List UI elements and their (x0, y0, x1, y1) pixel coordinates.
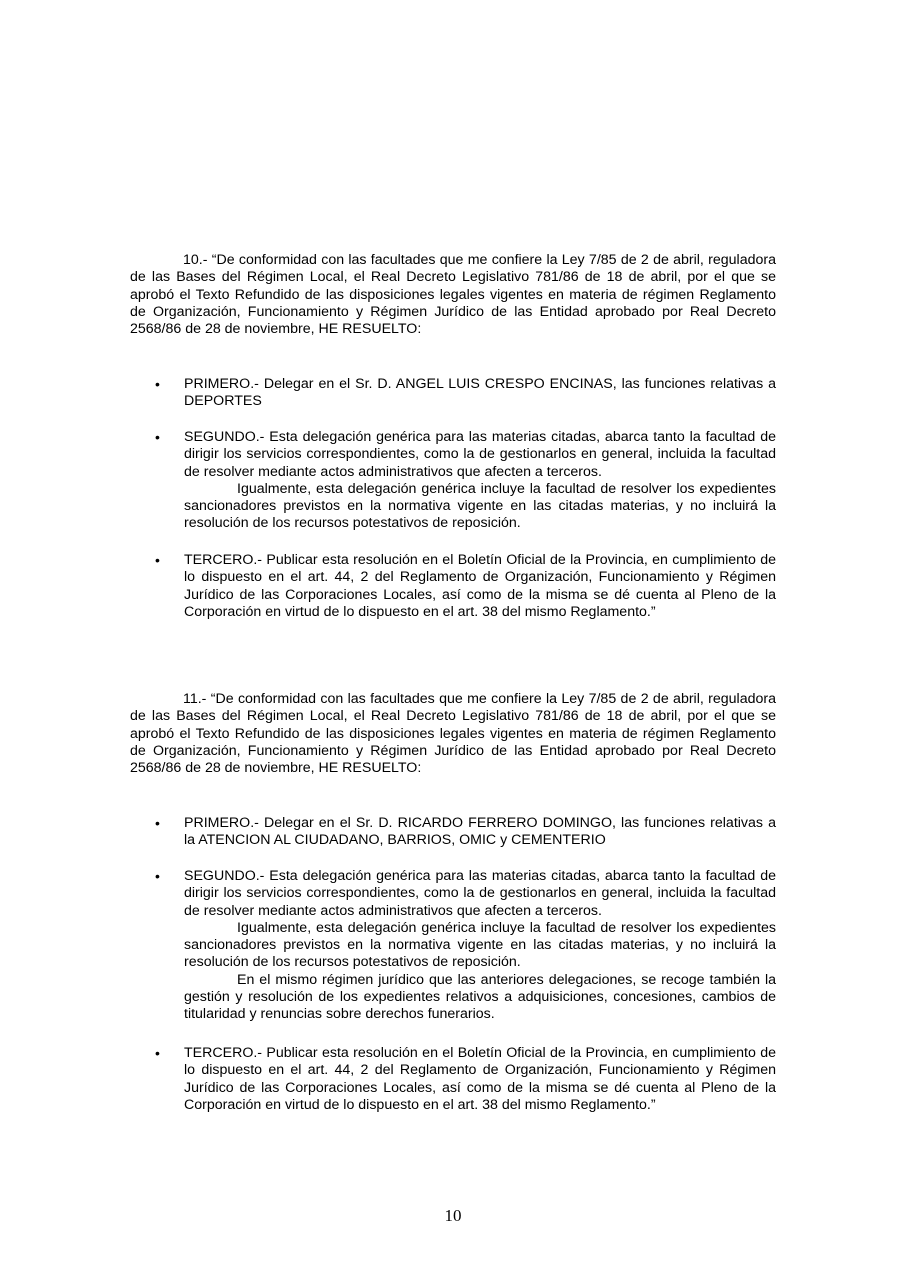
resolution-10 (130, 252, 776, 338)
resolution-11-items (130, 815, 776, 850)
resolution-11-intro: 11.- “De conformidad con las facultades que me confiere la Ley 7/85 de 2 de abril, reguladora de las Bases del Régimen Local, el Real Decreto Legislativo 781/86 de 18 de abril, por el que se aprobó el Texto Refundido de las disposiciones legales vigentes en materia de régimen Reglamento de Organización, Funcionamiento y Régimen Jurídico de las Entidad aprobado por Real Decreto 2568/86 de 28 de noviembre, HE RESUELTO: (130, 691, 776, 777)
resolution-10-segundo-extra: Igualmente, esta delegación genérica incluye la facultad de resolver los expedientes sancionadores previstos en la normativa vigente en las citadas materias, y no incluirá la resolución de los recursos potestativos de reposición. (184, 480, 776, 532)
resolution-10-segundo-block (130, 429, 776, 533)
resolution-10-tercero-block (130, 552, 776, 621)
resolution-10-tercero: • TERCERO.- Publicar esta resolución en el Boletín Oficial de la Provincia, en cumplimiento de lo dispuesto en el art. 44, 2 del Reglamento de Organización, Funcionamiento y Régimen Jurídico de las Corporaciones Locales, así como de la misma se dé cuenta al Pleno de la Corporación en virtud de lo dispuesto en el art. 38 del mismo Reglamento.” (130, 552, 776, 621)
resolution-10-segundo: • SEGUNDO.- Esta delegación genérica para las materias citadas, abarca tanto la facultad de dirigir los servicios correspondientes, como la de gestionarlos en general, incluida la facultad de resolver mediante actos administrativos que afecten a terceros. Igualmente, esta delegación genérica incluye la facultad de resolver los expedientes sancionadores previstos en la normativa vigente en las citadas materias, y no incluirá la resolución de los recursos potestativos de reposición. (130, 429, 776, 533)
resolution-11-tercero-block (130, 1045, 776, 1114)
resolution-10-primero: • PRIMERO.- Delegar en el Sr. D. ANGEL LUIS CRESPO ENCINAS, las funciones relativas a DEPORTES (130, 376, 776, 411)
resolution-10-intro: 10.- “De conformidad con las facultades que me confiere la Ley 7/85 de 2 de abril, reguladora de las Bases del Régimen Local, el Real Decreto Legislativo 781/86 de 18 de abril, por el que se aprobó el Texto Refundido de las disposiciones legales vigentes en materia de régimen Reglamento de Organización, Funcionamiento y Régimen Jurídico de las Entidad aprobado por Real Decreto 2568/86 de 28 de noviembre, HE RESUELTO: (130, 252, 776, 338)
resolution-10-items (130, 376, 776, 411)
resolution-11-segundo-extra: Igualmente, esta delegación genérica incluye la facultad de resolver los expedientes sancionadores previstos en la normativa vigente en las citadas materias, y no incluirá la resolución de los recursos potestativos de reposición. (184, 919, 776, 971)
resolution-11 (130, 691, 776, 777)
page-number: 10 (444, 1206, 462, 1225)
resolution-11-segundo-block (130, 868, 776, 1024)
resolution-11-segundo-extra2: En el mismo régimen jurídico que las anteriores delegaciones, se recoge también la gestión y resolución de los expedientes relativos a adquisiciones, concesiones, cambios de titularidad y renuncias sobre derechos funerarios. (184, 971, 776, 1023)
resolution-11-tercero: • TERCERO.- Publicar esta resolución en el Boletín Oficial de la Provincia, en cumplimiento de lo dispuesto en el art. 44, 2 del Reglamento de Organización, Funcionamiento y Régimen Jurídico de las Corporaciones Locales, así como de la misma se dé cuenta al Pleno de la Corporación en virtud de lo dispuesto en el art. 38 del mismo Reglamento.” (130, 1045, 776, 1114)
resolution-11-primero: • PRIMERO.- Delegar en el Sr. D. RICARDO FERRERO DOMINGO, las funciones relativas a la ATENCION AL CIUDADANO, BARRIOS, OMIC y CEMENTERIO (130, 815, 776, 850)
resolution-11-segundo: • SEGUNDO.- Esta delegación genérica para las materias citadas, abarca tanto la facultad de dirigir los servicios correspondientes, como la de gestionarlos en general, incluida la facultad de resolver mediante actos administrativos que afecten a terceros. Igualmente, esta delegación genérica incluye la facultad de resolver los expedientes sancionadores previstos en la normativa vigente en las citadas materias, y no incluirá la resolución de los recursos potestativos de reposición. En el mismo régimen jurídico que las anteriores delegaciones, se recoge también la gestión y resolución de los expedientes relativos a adquisiciones, concesiones, cambios de titularidad y renuncias sobre derechos funerarios. (130, 868, 776, 1024)
